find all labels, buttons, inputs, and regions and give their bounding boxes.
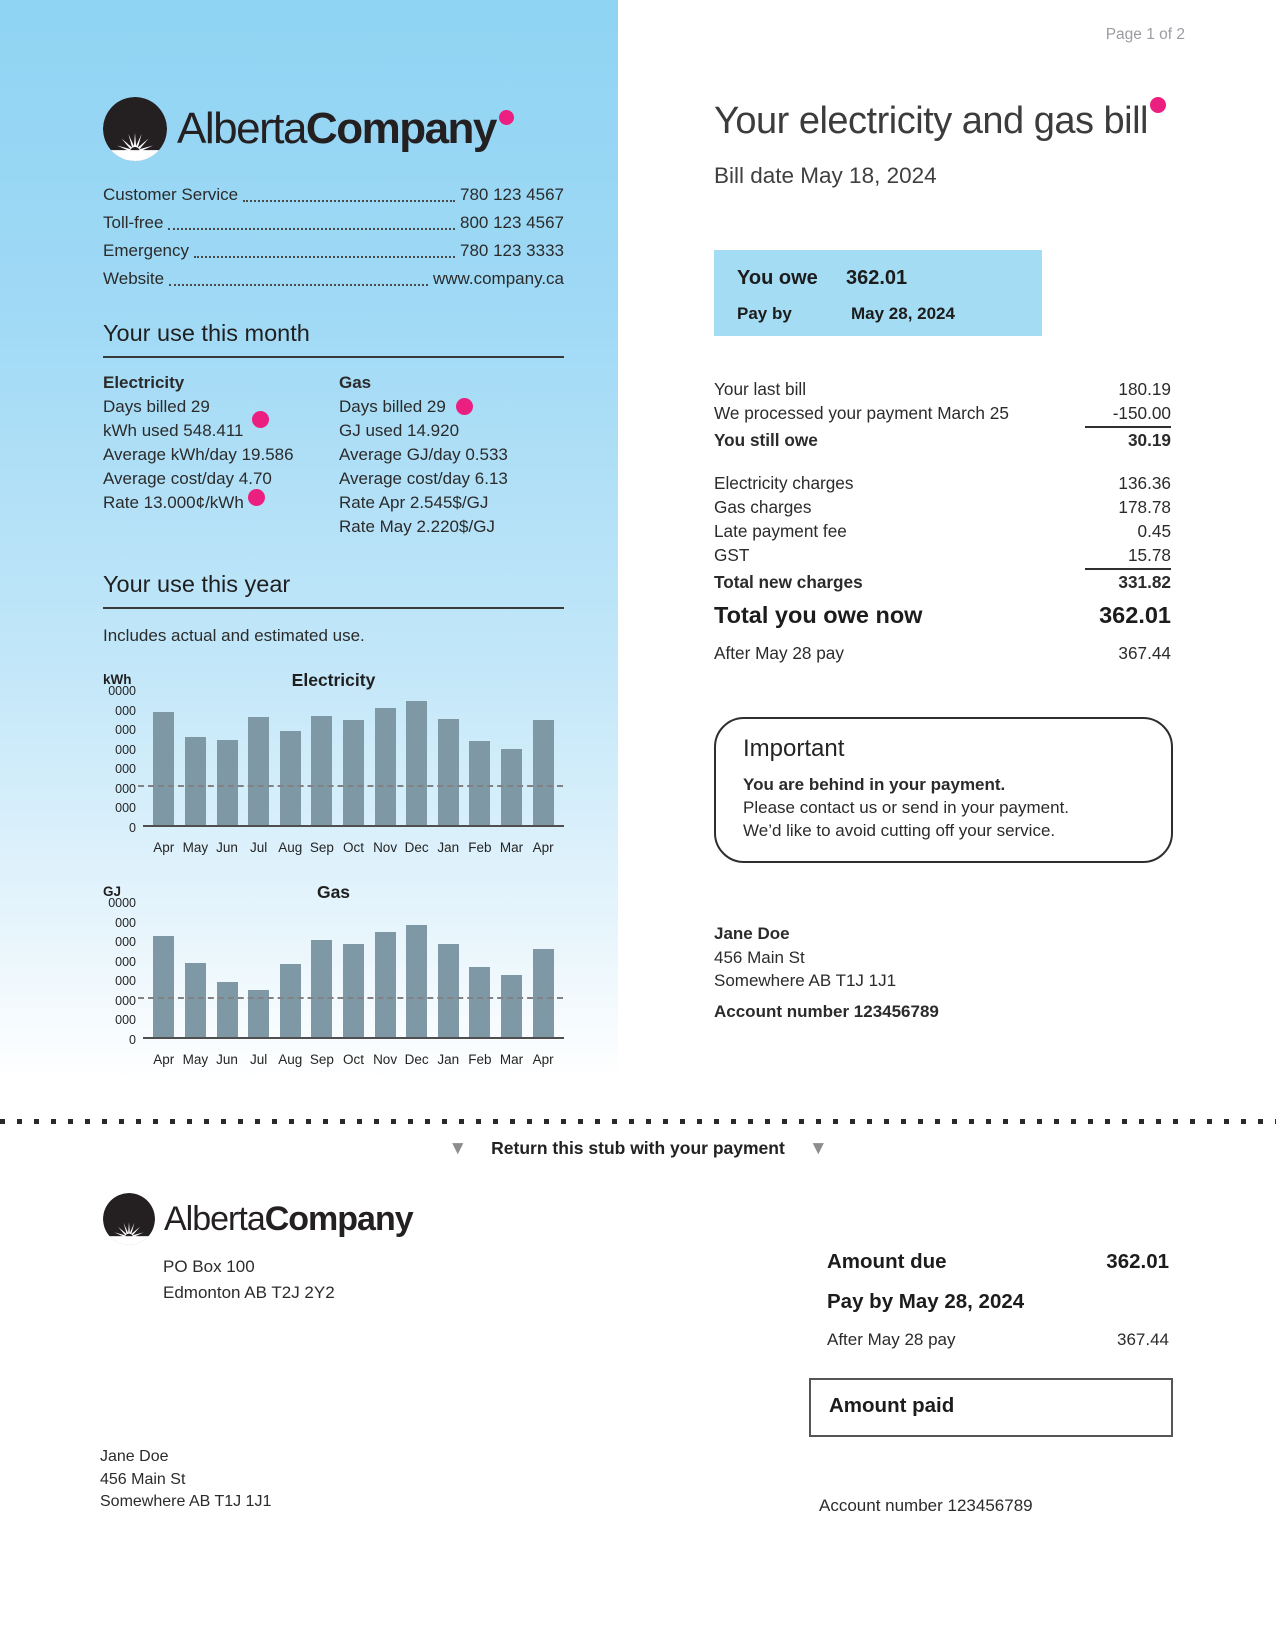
total-you-owe-row xyxy=(714,602,1171,629)
left-panel xyxy=(0,0,618,1080)
important-bold-line: You are behind in your payment. xyxy=(743,775,1006,794)
you-owe-label: You owe xyxy=(737,267,818,289)
electricity-column-title: Electricity xyxy=(103,373,185,392)
electricity-chart-body xyxy=(103,684,564,835)
sunburst-logo-icon xyxy=(103,97,167,161)
bar-slot xyxy=(243,904,275,1037)
y-tick-label: 000 xyxy=(115,801,136,816)
row-label: After May 28 pay xyxy=(827,1330,956,1349)
bar-slot xyxy=(496,692,528,825)
bar-slot xyxy=(527,904,559,1037)
important-line: Please contact us or send in your payment. xyxy=(743,798,1070,817)
brand-name-bold: Company xyxy=(264,1199,413,1238)
row-value: 30.19 xyxy=(1127,430,1171,450)
bar xyxy=(438,719,459,825)
title-pink-dot-icon xyxy=(1150,97,1166,113)
pay-by-date: May 28, 2024 xyxy=(851,304,955,323)
x-tick-label: Oct xyxy=(342,1052,364,1067)
x-tick-label: Mar xyxy=(499,840,524,855)
customer-name: Jane Doe xyxy=(714,924,790,943)
electricity-charges-row xyxy=(714,471,1171,495)
after-pay-row xyxy=(714,641,1171,665)
y-tick-label: 000 xyxy=(115,954,136,969)
bar-slot xyxy=(432,692,464,825)
row-value: 331.82 xyxy=(1118,572,1171,592)
contact-row-toll-free xyxy=(103,209,564,237)
stub-account-number: Account number 123456789 xyxy=(819,1496,1033,1515)
y-tick-label: 000 xyxy=(115,1013,136,1028)
bar xyxy=(343,720,364,825)
dotted-leader xyxy=(169,284,428,286)
sunburst-logo-icon xyxy=(103,1193,155,1245)
bar-slot xyxy=(180,904,212,1037)
bar-slot xyxy=(432,904,464,1037)
x-tick-label: Feb xyxy=(468,840,492,855)
pay-by-row xyxy=(737,304,1042,324)
important-title: Important xyxy=(743,735,845,762)
row-label: We processed your payment March 25 xyxy=(714,403,1009,423)
x-tick-label: Apr xyxy=(532,840,554,855)
bar xyxy=(406,701,427,825)
pink-dot-icon xyxy=(456,398,473,415)
account-number: Account number 123456789 xyxy=(714,1001,939,1021)
row-value: 367.44 xyxy=(1117,1330,1169,1349)
bar-slot xyxy=(211,904,243,1037)
amount-paid-label: Amount paid xyxy=(829,1394,955,1417)
gas-month-labels xyxy=(143,1052,564,1067)
brand-pink-dot-icon xyxy=(499,110,514,125)
dashed-reference-line xyxy=(138,785,563,787)
bar xyxy=(217,982,238,1037)
bar xyxy=(469,741,490,825)
bar-slot xyxy=(464,904,496,1037)
row-label: Electricity charges xyxy=(714,473,854,493)
contact-label: Emergency xyxy=(103,241,189,260)
use-this-month-columns xyxy=(103,371,564,539)
y-tick-label: 000 xyxy=(115,742,136,757)
y-tick-label: 000 xyxy=(115,915,136,930)
bar-slot xyxy=(148,692,180,825)
dotted-leader xyxy=(168,228,455,230)
customer-name: Jane Doe xyxy=(100,1448,169,1465)
pink-dot-icon xyxy=(248,489,265,506)
bar-slot xyxy=(369,904,401,1037)
customer-address-line: Somewhere AB T1J 1J1 xyxy=(714,971,897,990)
row-value: 0.45 xyxy=(1137,521,1171,541)
stub-amount-section xyxy=(827,1250,1169,1350)
x-tick-label: Nov xyxy=(373,840,398,855)
bar-slot xyxy=(369,692,401,825)
bar xyxy=(185,963,206,1037)
row-label: Total new charges xyxy=(714,572,863,592)
y-tick-label: 0000 xyxy=(108,896,136,910)
y-tick-label: 000 xyxy=(115,974,136,989)
bar xyxy=(153,936,174,1037)
y-tick-label: 0000 xyxy=(108,684,136,698)
y-tick-label: 000 xyxy=(115,935,136,950)
x-tick-label: Jan xyxy=(437,840,460,855)
contact-label: Customer Service xyxy=(103,185,239,204)
gas-chart xyxy=(103,882,564,1067)
contact-phone: 780 123 4567 xyxy=(460,185,564,204)
return-stub-label: Return this stub with your payment xyxy=(491,1138,785,1158)
contact-phone: 780 123 3333 xyxy=(460,241,564,260)
y-tick-label: 000 xyxy=(115,723,136,738)
bar-slot xyxy=(401,904,433,1037)
x-tick-label: May xyxy=(182,840,209,855)
row-label: Your last bill xyxy=(714,379,807,399)
gas-usage-column xyxy=(339,371,564,539)
usage-line-text: kWh used 548.411 xyxy=(103,421,244,440)
row-label: Late payment fee xyxy=(714,521,847,541)
bar-slot xyxy=(306,904,338,1037)
payment-processed-row xyxy=(714,401,1171,428)
bar xyxy=(533,720,554,825)
bar xyxy=(375,932,396,1037)
bill-title-text: Your electricity and gas bill xyxy=(714,100,1149,142)
bar-slot xyxy=(496,904,528,1037)
gas-chart-title: Gas xyxy=(316,882,351,902)
stub-customer-address-block xyxy=(100,1446,271,1514)
x-tick-label: Aug xyxy=(278,840,303,855)
x-tick-label: Jun xyxy=(216,840,238,855)
y-tick-label: 000 xyxy=(115,703,136,718)
use-this-year-heading: Your use this year xyxy=(103,571,564,609)
bar xyxy=(311,716,332,825)
row-label: Gas charges xyxy=(714,497,812,517)
stub-company-logo xyxy=(103,1193,413,1245)
po-box-line: PO Box 100 xyxy=(163,1257,255,1276)
x-tick-label: Dec xyxy=(404,840,429,855)
gas-chart-header xyxy=(103,882,564,904)
bar-slot xyxy=(338,904,370,1037)
bar-slot xyxy=(148,904,180,1037)
spacer xyxy=(714,452,1171,471)
customer-address-line: 456 Main St xyxy=(100,1470,186,1488)
y-axis-tick-labels xyxy=(103,684,143,835)
x-tick-label: Aug xyxy=(278,1052,303,1067)
bar xyxy=(280,731,301,825)
x-tick-label: May xyxy=(182,1052,209,1067)
electricity-usage-column xyxy=(103,371,339,539)
important-notice-box xyxy=(714,717,1173,863)
contact-row-website xyxy=(103,265,564,293)
bar xyxy=(533,949,554,1037)
electricity-chart xyxy=(103,670,564,855)
left-content xyxy=(103,0,564,1067)
bar-slot xyxy=(243,692,275,825)
x-tick-label: Jul xyxy=(250,1052,268,1067)
return-stub-header xyxy=(0,1138,1276,1160)
electricity-chart-header xyxy=(103,670,564,692)
usage-line: Days billed 29 xyxy=(103,397,210,416)
brand-name-regular: Alberta xyxy=(164,1199,265,1238)
use-this-year-note: Includes actual and estimated use. xyxy=(103,626,365,645)
use-this-month-heading: Your use this month xyxy=(103,320,564,358)
brand-name-regular: Alberta xyxy=(177,104,306,153)
row-label: You still owe xyxy=(714,430,818,450)
x-tick-label: Dec xyxy=(404,1052,429,1067)
bar xyxy=(185,737,206,825)
gas-column-title: Gas xyxy=(339,373,372,392)
usage-line: GJ used 14.920 xyxy=(339,421,460,440)
gas-plot-area xyxy=(143,904,564,1039)
row-label: GST xyxy=(714,545,750,565)
stub-after-pay-row xyxy=(827,1330,1169,1350)
usage-line xyxy=(103,491,339,515)
x-tick-label: Oct xyxy=(342,840,364,855)
bar-slot xyxy=(464,692,496,825)
gas-chart-body xyxy=(103,896,564,1047)
bar xyxy=(406,925,427,1037)
you-owe-box xyxy=(714,250,1042,336)
bar xyxy=(375,708,396,825)
contact-info xyxy=(103,181,564,293)
x-tick-label: Jan xyxy=(437,1052,460,1067)
bar xyxy=(217,740,238,825)
amount-paid-write-in-box xyxy=(809,1378,1173,1437)
usage-line-text: Rate 13.000¢/kWh xyxy=(103,493,244,512)
contact-website: www.company.ca xyxy=(432,269,564,288)
y-axis-tick-labels xyxy=(103,896,143,1047)
amount-due-value: 362.01 xyxy=(1106,1250,1169,1273)
late-fee-row xyxy=(714,519,1171,543)
usage-line xyxy=(103,419,339,443)
bar-slot xyxy=(338,692,370,825)
still-owe-row xyxy=(714,428,1171,452)
row-value: 367.44 xyxy=(1118,643,1171,663)
x-tick-label: Sep xyxy=(309,1052,334,1067)
customer-address-line: 456 Main St xyxy=(714,947,805,967)
company-logo-text xyxy=(177,104,514,154)
y-axis-unit-label: GJ xyxy=(103,884,122,899)
bar-slot xyxy=(274,692,306,825)
total-you-owe-label: Total you owe now xyxy=(714,602,923,628)
gas-charges-row xyxy=(714,495,1171,519)
y-tick-label: 000 xyxy=(115,781,136,796)
bar xyxy=(248,717,269,825)
bar xyxy=(153,712,174,825)
total-new-charges-row xyxy=(714,570,1171,594)
x-tick-label: Jun xyxy=(216,1052,238,1067)
row-value: 180.19 xyxy=(1118,379,1171,399)
bar xyxy=(343,944,364,1037)
electricity-month-labels xyxy=(143,840,564,855)
stub-company-logo-text xyxy=(164,1200,413,1239)
bar-slot xyxy=(274,904,306,1037)
bar xyxy=(311,940,332,1037)
dotted-leader xyxy=(243,200,455,202)
customer-address-block xyxy=(714,922,939,1023)
row-value: 178.78 xyxy=(1118,497,1171,517)
row-value: -150.00 xyxy=(1085,401,1171,428)
y-tick-label: 000 xyxy=(115,993,136,1008)
bar-slot xyxy=(527,692,559,825)
brand-name-bold: Company xyxy=(305,104,496,153)
contact-row-customer-service xyxy=(103,181,564,209)
total-you-owe-value: 362.01 xyxy=(1099,602,1171,628)
amount-due-label: Amount due xyxy=(827,1250,947,1273)
you-owe-amount: 362.01 xyxy=(846,267,908,289)
contact-label: Website xyxy=(103,269,165,288)
last-bill-row xyxy=(714,377,1171,401)
row-value: 136.36 xyxy=(1118,473,1171,493)
y-tick-label: 000 xyxy=(115,762,136,777)
customer-address-line: Somewhere AB T1J 1J1 xyxy=(100,1493,272,1510)
x-tick-label: Apr xyxy=(153,1052,175,1067)
row-label: After May 28 pay xyxy=(714,643,844,663)
bill-date: Bill date May 18, 2024 xyxy=(714,163,937,188)
usage-line: Average cost/day 4.70 xyxy=(103,469,272,488)
bill-title xyxy=(714,100,1166,143)
page-indicator: Page 1 of 2 xyxy=(1105,26,1185,43)
electricity-chart-title: Electricity xyxy=(291,670,376,690)
amount-due-row xyxy=(827,1250,1169,1274)
dashed-reference-line xyxy=(138,997,563,999)
contact-row-emergency xyxy=(103,237,564,265)
bar-slot xyxy=(211,692,243,825)
y-axis-unit-label: kWh xyxy=(103,672,132,687)
down-triangle-icon: ▼ xyxy=(448,1138,468,1159)
bar-slot xyxy=(180,692,212,825)
x-tick-label: Apr xyxy=(532,1052,554,1067)
contact-phone: 800 123 4567 xyxy=(460,213,564,232)
stub-pay-by-line: Pay by May 28, 2024 xyxy=(827,1290,1025,1313)
you-owe-row xyxy=(737,267,1042,290)
bar xyxy=(280,964,301,1037)
x-tick-label: Feb xyxy=(468,1052,492,1067)
y-tick-label: 0 xyxy=(129,1032,136,1047)
perforation-dotted-line xyxy=(0,1119,1276,1124)
usage-line: Average kWh/day 19.586 xyxy=(103,445,294,464)
x-tick-label: Apr xyxy=(153,840,175,855)
city-line: Edmonton AB T2J 2Y2 xyxy=(163,1283,335,1302)
bar-slot xyxy=(306,692,338,825)
usage-line: Rate May 2.220$/GJ xyxy=(339,517,495,536)
x-tick-label: Jul xyxy=(250,840,268,855)
dotted-leader xyxy=(194,256,455,258)
charges-summary xyxy=(714,377,1171,665)
usage-line xyxy=(339,395,564,419)
usage-line: Average GJ/day 0.533 xyxy=(339,445,508,464)
row-value: 15.78 xyxy=(1085,543,1171,570)
usage-line: Average cost/day 6.13 xyxy=(339,469,508,488)
electricity-plot-area xyxy=(143,692,564,827)
usage-line-text: Days billed 29 xyxy=(339,397,446,416)
pay-by-label: Pay by xyxy=(737,304,792,323)
company-logo xyxy=(103,0,564,161)
pink-dot-icon xyxy=(252,411,269,428)
bar-slot xyxy=(401,692,433,825)
usage-line: Rate Apr 2.545$/GJ xyxy=(339,493,489,512)
stub-company-address xyxy=(163,1254,335,1306)
important-line: We’d like to avoid cutting off your service. xyxy=(743,821,1056,840)
gst-row xyxy=(714,543,1171,570)
x-tick-label: Sep xyxy=(309,840,334,855)
down-triangle-icon: ▼ xyxy=(808,1138,828,1159)
bar xyxy=(469,967,490,1037)
bar xyxy=(438,944,459,1037)
x-tick-label: Nov xyxy=(373,1052,398,1067)
bar xyxy=(501,975,522,1038)
contact-label: Toll-free xyxy=(103,213,164,232)
y-tick-label: 0 xyxy=(129,820,136,835)
x-tick-label: Mar xyxy=(499,1052,524,1067)
